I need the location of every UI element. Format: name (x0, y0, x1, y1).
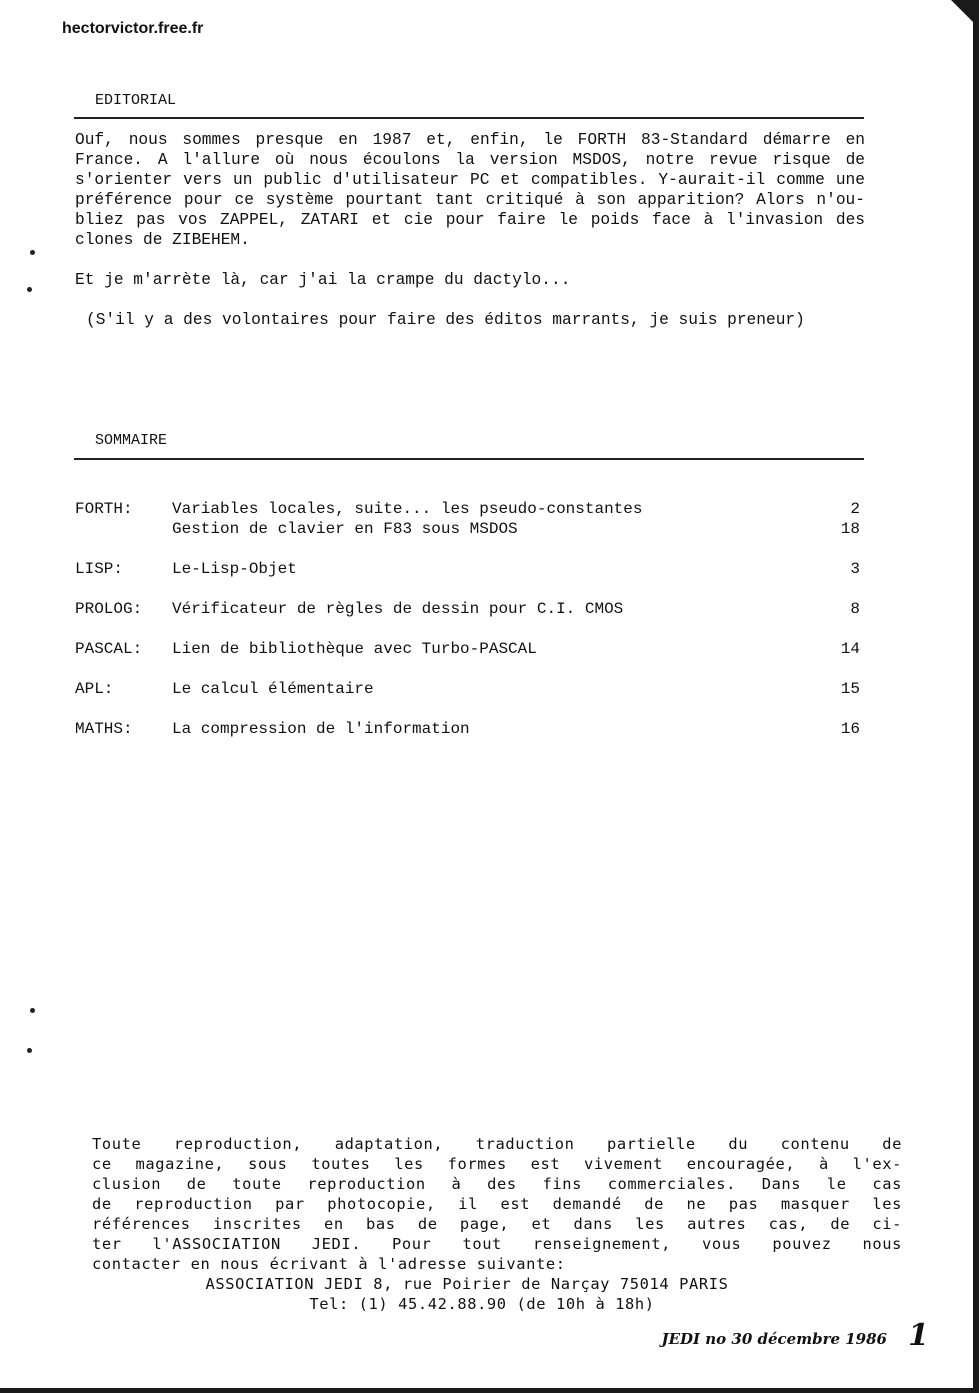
editorial-line: clones de ZIBEHEM. (75, 231, 250, 249)
scan-speck (27, 1048, 32, 1053)
notice-line: Toute reproduction, adaptation, traduction partielle du contenu de (92, 1135, 902, 1153)
site-url: hectorvictor.free.fr (62, 20, 204, 37)
toc-title: La compression de l'information (172, 720, 470, 738)
contact-address: ASSOCIATION JEDI 8, rue Poirier de Narçay 75014 PARIS (205, 1275, 729, 1293)
toc-category: PASCAL: (75, 640, 143, 658)
toc-page: 18 (840, 520, 860, 538)
toc-category: FORTH: (75, 500, 133, 518)
issue-label: JEDI no 30 décembre 1986 (661, 1330, 887, 1348)
editorial-line: s'orienter vers un public d'utilisateur PC et compatibles. Y-aurait-il comme une (75, 171, 865, 189)
reproduction-notice (92, 1134, 902, 1314)
toc-title: Le-Lisp-Objet (172, 560, 297, 578)
toc-page: 2 (850, 500, 860, 518)
notice-line: ce magazine, sous toutes les formes est vivement encouragée, à l'ex- (92, 1155, 902, 1173)
notice-line: contacter en nous écrivant à l'adresse suivante: (92, 1255, 566, 1273)
editorial-note: (S'il y a des volontaires pour faire des éditos marrants, je suis preneur) (86, 311, 805, 329)
toc-page: 8 (850, 600, 860, 618)
toc-page: 16 (840, 720, 860, 738)
editorial-body (75, 130, 865, 250)
toc-category: MATHS: (75, 720, 133, 738)
toc-category: PROLOG: (75, 600, 143, 618)
editorial-heading: EDITORIAL (95, 92, 177, 109)
editorial-line: Ouf, nous sommes presque en 1987 et, enfin, le FORTH 83-Standard démarre en (75, 131, 865, 149)
scan-speck (30, 250, 35, 255)
notice-line: références inscrites en bas de page, et dans les autres cas, de ci- (92, 1215, 902, 1233)
toc-title: Vérificateur de règles de dessin pour C.I. CMOS (172, 600, 624, 618)
toc-page: 14 (840, 640, 860, 658)
editorial-line: bliez pas vos ZAPPEL, ZATARI et cie pour faire le poids face à l'invasion des (75, 211, 865, 229)
contact-phone: Tel: (1) 45.42.88.90 (de 10h à 18h) (309, 1295, 655, 1313)
corner-fold (951, 0, 979, 28)
toc-page: 3 (850, 560, 860, 578)
page-edge-bottom (0, 1388, 979, 1393)
page-edge (973, 0, 979, 1393)
editorial-line: France. A l'allure où nous écoulons la version MSDOS, notre revue risque de (75, 151, 865, 169)
toc-category: LISP: (75, 560, 124, 578)
sommaire-heading: SOMMAIRE (95, 432, 168, 449)
notice-line: de reproduction par photocopie, il est demandé de ne pas masquer les (92, 1195, 902, 1213)
toc-title: Le calcul élémentaire (172, 680, 374, 698)
scan-speck (27, 287, 32, 292)
notice-line: clusion de toute reproduction à des fins commerciales. Dans le cas (92, 1175, 902, 1193)
page-number: 1 (908, 1318, 929, 1353)
toc-page: 15 (840, 680, 860, 698)
toc-category: APL: (75, 680, 114, 698)
toc-title: Gestion de clavier en F83 sous MSDOS (172, 520, 518, 538)
editorial-rule (74, 117, 864, 119)
toc-title: Lien de bibliothèque avec Turbo-PASCAL (172, 640, 537, 658)
scan-speck (30, 1008, 35, 1013)
sommaire-rule (74, 458, 864, 460)
editorial-signoff: Et je m'arrète là, car j'ai la crampe du dactylo... (75, 271, 571, 289)
editorial-line: préférence pour ce système pourtant tant critiqué à son apparition? Alors n'ou- (75, 191, 865, 209)
toc-title: Variables locales, suite... les pseudo-constantes (172, 500, 643, 518)
notice-line: ter l'ASSOCIATION JEDI. Pour tout renseignement, vous pouvez nous (92, 1235, 902, 1253)
